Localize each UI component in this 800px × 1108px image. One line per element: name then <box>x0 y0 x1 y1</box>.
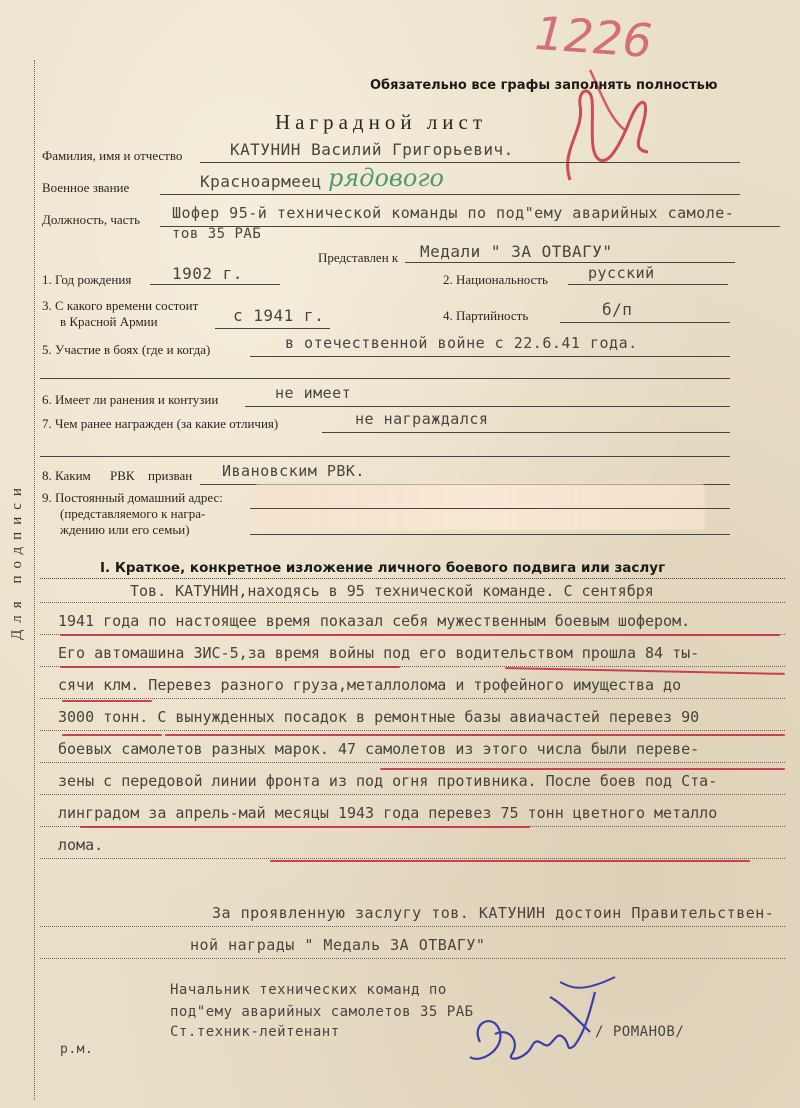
narrative-line: 3000 тонн. С вынужденных посадок в ремонтные базы авиачастей перевез 90 <box>58 708 700 726</box>
name-underline <box>200 162 740 163</box>
birth-label: 1. Год рождения <box>42 272 132 287</box>
birth-value: 1902 г. <box>172 264 243 283</box>
narrative-block <box>58 580 778 900</box>
margin-line <box>34 60 35 1100</box>
nationality-underline <box>568 284 728 285</box>
battles-value: в отечественной войне с 22.6.41 года. <box>285 334 638 352</box>
section-heading: I. Краткое, конкретное изложение личного боевого подвига или заслуг <box>100 560 666 576</box>
narrative-rule <box>40 698 785 699</box>
address-redacted <box>255 484 705 530</box>
presented-label: Представлен к <box>318 250 399 265</box>
party-value: б/п <box>602 300 633 319</box>
red-underline <box>60 634 780 636</box>
conclusion-line-1: За проявленную заслугу тов. КАТУНИН достоин Правительствен- <box>212 904 775 922</box>
signature-name: / РОМАНОВ/ <box>595 1024 685 1040</box>
narrative-line: линградом за апрель-май месяцы 1943 года перевез 75 тонн цветного металло <box>58 804 718 822</box>
narrative-line: боевых самолетов разных марок. 47 самолетов из этого числа были переве- <box>58 740 700 758</box>
document-title: Наградной лист <box>275 110 488 134</box>
address-label-2: (представляемого к награ- <box>60 506 206 521</box>
birth-underline <box>150 284 280 285</box>
header-notice: Обязательно все графы заполнять полностью <box>370 78 718 93</box>
narrative-rule <box>40 762 785 763</box>
awards-underline-2 <box>40 456 730 457</box>
draft-label-b: РВК <box>110 468 135 483</box>
rank-handwritten: рядового <box>328 164 444 192</box>
signature-line-3: Ст.техник-лейтенант <box>170 1024 340 1040</box>
battles-underline-1 <box>250 356 730 357</box>
narrative-line: лома. <box>58 836 104 854</box>
battles-label: 5. Участие в боях (где и когда) <box>42 342 211 357</box>
sidebar-label-text: Для подписи <box>8 480 25 640</box>
service-value: с 1941 г. <box>233 306 325 325</box>
service-label-1: 3. С какого времени состоит <box>42 298 199 313</box>
battles-underline-2 <box>40 378 730 379</box>
presented-value: Медали " ЗА ОТВАГУ" <box>420 242 613 261</box>
address-label-3: ждению или его семьи) <box>60 522 190 537</box>
sidebar-signature-label <box>2 430 32 690</box>
section-heading-underline <box>40 578 785 579</box>
red-underline <box>60 666 400 668</box>
service-underline <box>215 328 330 329</box>
narrative-rule <box>40 730 785 731</box>
awards-underline-1 <box>322 432 730 433</box>
address-label-1: 9. Постоянный домашний адрес: <box>42 490 223 505</box>
party-underline <box>560 322 730 323</box>
conclusion-rule <box>40 926 785 927</box>
signature-initials: р.м. <box>60 1042 94 1057</box>
narrative-line: зены с передовой линии фронта из под огня противника. После боев под Ста- <box>58 772 718 790</box>
signature-line-1: Начальник технических команд по <box>170 982 447 998</box>
narrative-line: Его автомашина ЗИС-5,за время войны под его водительством прошла 84 ты- <box>58 644 700 662</box>
address-underline-2 <box>250 534 730 535</box>
red-underline <box>80 826 530 828</box>
narrative-line: Тов. КАТУНИН,находясь в 95 технической команде. С сентября <box>130 582 654 600</box>
red-underline <box>380 768 785 770</box>
rank-value: Красноармеец <box>200 172 322 191</box>
narrative-rule <box>40 602 785 603</box>
position-value-2: тов 35 РАБ <box>172 226 262 242</box>
archive-number: 1226 <box>533 5 654 69</box>
address-underline-1 <box>250 508 730 509</box>
party-label: 4. Партийность <box>443 308 529 323</box>
position-label: Должность, часть <box>42 212 141 227</box>
red-underline <box>62 734 162 736</box>
wounds-value: не имеет <box>275 384 352 402</box>
narrative-line: 1941 года по настоящее время показал себя мужественным боевым шофером. <box>58 612 691 630</box>
service-label-2: в Красной Армии <box>60 314 158 329</box>
handwritten-signature <box>440 972 630 1082</box>
narrative-rule <box>40 858 785 859</box>
conclusion-line-2: ной награды " Медаль ЗА ОТВАГУ" <box>190 936 486 954</box>
presented-underline <box>405 262 735 263</box>
draft-label-c: призван <box>148 468 193 483</box>
narrative-rule <box>40 794 785 795</box>
awards-label: 7. Чем ранее награжден (за какие отличия) <box>42 416 279 431</box>
draft-value: Ивановским РВК. <box>222 462 365 480</box>
name-value: КАТУНИН Василий Григорьевич. <box>230 140 514 159</box>
awards-value: не награждался <box>355 410 489 428</box>
conclusion-rule <box>40 958 785 959</box>
name-label: Фамилия, имя и отчество <box>42 148 183 163</box>
rank-underline <box>160 194 740 195</box>
position-value-1: Шофер 95-й технической команды по под"ему аварийных самоле- <box>172 204 735 222</box>
red-underline <box>270 860 750 862</box>
red-underline <box>62 700 152 702</box>
red-underline <box>165 734 785 736</box>
nationality-label: 2. Национальность <box>443 272 548 287</box>
wounds-underline <box>245 406 730 407</box>
rank-label: Военное звание <box>42 180 130 195</box>
signature-line-2: под"ему аварийных самолетов 35 РАБ <box>170 1004 474 1020</box>
narrative-line: сячи клм. Перевез разного груза,металлолома и трофейного имущества до <box>58 676 682 694</box>
draft-label-a: 8. Каким <box>42 468 91 483</box>
wounds-label: 6. Имеет ли ранения и контузии <box>42 392 219 407</box>
nationality-value: русский <box>588 264 655 282</box>
